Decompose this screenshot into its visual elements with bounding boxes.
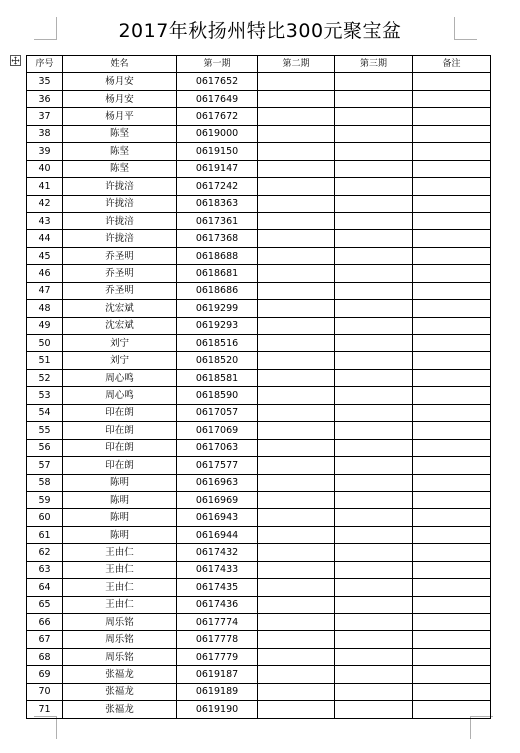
period-2-cell — [258, 335, 335, 352]
table-row — [27, 265, 491, 282]
period-2-cell — [258, 491, 335, 508]
period-2-cell — [258, 422, 335, 439]
seq-cell: 39 — [27, 143, 63, 160]
seq-cell: 37 — [27, 108, 63, 125]
seq-cell: 49 — [27, 317, 63, 334]
remarks-cell — [413, 387, 491, 404]
table-row — [27, 108, 491, 125]
seq-cell: 47 — [27, 282, 63, 299]
name-cell: 许拢涪 — [63, 212, 177, 229]
seq-cell: 40 — [27, 160, 63, 177]
period-1-cell: 0619293 — [177, 317, 258, 334]
name-cell: 张福龙 — [63, 701, 177, 718]
remarks-cell — [413, 369, 491, 386]
seq-cell: 45 — [27, 247, 63, 264]
period-3-cell — [335, 317, 413, 334]
period-1-cell: 0618686 — [177, 282, 258, 299]
period-2-cell — [258, 526, 335, 543]
period-2-cell — [258, 195, 335, 212]
table-row — [27, 178, 491, 195]
remarks-cell — [413, 73, 491, 90]
seq-cell: 53 — [27, 387, 63, 404]
seq-cell: 60 — [27, 509, 63, 526]
seq-cell: 65 — [27, 596, 63, 613]
period-2-cell — [258, 265, 335, 282]
name-cell: 刘宁 — [63, 335, 177, 352]
remarks-cell — [413, 561, 491, 578]
remarks-cell — [413, 195, 491, 212]
period-3-cell — [335, 335, 413, 352]
remarks-cell — [413, 631, 491, 648]
period-3-cell — [335, 579, 413, 596]
name-cell: 印在朗 — [63, 422, 177, 439]
header-period-3: 第三期 — [335, 56, 413, 73]
period-2-cell — [258, 352, 335, 369]
period-2-cell — [258, 160, 335, 177]
period-2-cell — [258, 457, 335, 474]
period-1-cell: 0617672 — [177, 108, 258, 125]
period-2-cell — [258, 212, 335, 229]
period-1-cell: 0617368 — [177, 230, 258, 247]
margin-mark-bottom-left — [34, 716, 57, 739]
table-row — [27, 579, 491, 596]
seq-cell: 63 — [27, 561, 63, 578]
period-2-cell — [258, 369, 335, 386]
name-cell: 陈明 — [63, 526, 177, 543]
seq-cell: 44 — [27, 230, 63, 247]
period-2-cell — [258, 90, 335, 107]
period-3-cell — [335, 631, 413, 648]
remarks-cell — [413, 596, 491, 613]
name-cell: 陈明 — [63, 474, 177, 491]
period-2-cell — [258, 631, 335, 648]
period-3-cell — [335, 404, 413, 421]
period-2-cell — [258, 108, 335, 125]
name-cell: 陈坚 — [63, 125, 177, 142]
period-1-cell: 0617649 — [177, 90, 258, 107]
period-3-cell — [335, 457, 413, 474]
table-row — [27, 90, 491, 107]
remarks-cell — [413, 683, 491, 700]
seq-cell: 43 — [27, 212, 63, 229]
period-1-cell: 0619150 — [177, 143, 258, 160]
page-title: 2017年秋扬州特比300元聚宝盆 — [118, 20, 402, 42]
period-2-cell — [258, 300, 335, 317]
period-3-cell — [335, 265, 413, 282]
header-seq: 序号 — [27, 56, 63, 73]
remarks-cell — [413, 160, 491, 177]
table-row — [27, 195, 491, 212]
name-cell: 陈明 — [63, 491, 177, 508]
seq-cell: 51 — [27, 352, 63, 369]
remarks-cell — [413, 474, 491, 491]
seq-cell: 46 — [27, 265, 63, 282]
period-2-cell — [258, 387, 335, 404]
name-cell: 王由仁 — [63, 579, 177, 596]
period-3-cell — [335, 212, 413, 229]
name-cell: 乔圣明 — [63, 282, 177, 299]
period-3-cell — [335, 143, 413, 160]
remarks-cell — [413, 265, 491, 282]
period-2-cell — [258, 579, 335, 596]
table-row — [27, 648, 491, 665]
table-row — [27, 335, 491, 352]
period-3-cell — [335, 178, 413, 195]
seq-cell: 66 — [27, 614, 63, 631]
name-cell: 印在朗 — [63, 457, 177, 474]
period-1-cell: 0619147 — [177, 160, 258, 177]
period-2-cell — [258, 178, 335, 195]
name-cell: 陈明 — [63, 509, 177, 526]
seq-cell: 38 — [27, 125, 63, 142]
remarks-cell — [413, 526, 491, 543]
seq-cell: 56 — [27, 439, 63, 456]
period-3-cell — [335, 247, 413, 264]
margin-mark-top-right — [454, 17, 477, 40]
period-3-cell — [335, 300, 413, 317]
period-3-cell — [335, 160, 413, 177]
period-3-cell — [335, 439, 413, 456]
period-3-cell — [335, 387, 413, 404]
table-row — [27, 491, 491, 508]
remarks-cell — [413, 666, 491, 683]
name-cell: 张福龙 — [63, 683, 177, 700]
period-3-cell — [335, 282, 413, 299]
period-3-cell — [335, 544, 413, 561]
name-cell: 周乐铭 — [63, 614, 177, 631]
remarks-cell — [413, 125, 491, 142]
period-1-cell: 0617774 — [177, 614, 258, 631]
period-1-cell: 0617361 — [177, 212, 258, 229]
table-row — [27, 143, 491, 160]
seq-cell: 42 — [27, 195, 63, 212]
table-row — [27, 317, 491, 334]
period-1-cell: 0617242 — [177, 178, 258, 195]
period-1-cell: 0617577 — [177, 457, 258, 474]
seq-cell: 41 — [27, 178, 63, 195]
period-2-cell — [258, 648, 335, 665]
table-row — [27, 247, 491, 264]
name-cell: 王由仁 — [63, 544, 177, 561]
name-cell: 印在朗 — [63, 404, 177, 421]
seq-cell: 36 — [27, 90, 63, 107]
period-3-cell — [335, 648, 413, 665]
seq-cell: 67 — [27, 631, 63, 648]
table-row — [27, 230, 491, 247]
period-1-cell: 0618688 — [177, 247, 258, 264]
name-cell: 许拢涪 — [63, 195, 177, 212]
remarks-cell — [413, 648, 491, 665]
remarks-cell — [413, 230, 491, 247]
period-3-cell — [335, 352, 413, 369]
remarks-cell — [413, 212, 491, 229]
seq-cell: 61 — [27, 526, 63, 543]
period-2-cell — [258, 701, 335, 718]
remarks-cell — [413, 509, 491, 526]
table-row — [27, 526, 491, 543]
period-3-cell — [335, 108, 413, 125]
period-3-cell — [335, 526, 413, 543]
period-1-cell: 0617433 — [177, 561, 258, 578]
seq-cell: 55 — [27, 422, 63, 439]
period-2-cell — [258, 561, 335, 578]
period-1-cell: 0618581 — [177, 369, 258, 386]
table-row — [27, 352, 491, 369]
roster-table — [26, 55, 491, 719]
period-3-cell — [335, 422, 413, 439]
period-3-cell — [335, 491, 413, 508]
period-1-cell: 0617652 — [177, 73, 258, 90]
period-3-cell — [335, 683, 413, 700]
table-row — [27, 282, 491, 299]
remarks-cell — [413, 439, 491, 456]
table-row — [27, 457, 491, 474]
period-1-cell: 0617057 — [177, 404, 258, 421]
period-2-cell — [258, 125, 335, 142]
period-2-cell — [258, 544, 335, 561]
name-cell: 王由仁 — [63, 596, 177, 613]
period-1-cell: 0617432 — [177, 544, 258, 561]
table-row — [27, 387, 491, 404]
period-1-cell: 0616943 — [177, 509, 258, 526]
remarks-cell — [413, 317, 491, 334]
table-row — [27, 212, 491, 229]
period-1-cell: 0619000 — [177, 125, 258, 142]
name-cell: 陈坚 — [63, 160, 177, 177]
period-1-cell: 0616944 — [177, 526, 258, 543]
remarks-cell — [413, 178, 491, 195]
table-row — [27, 300, 491, 317]
name-cell: 杨月平 — [63, 108, 177, 125]
period-1-cell: 0617779 — [177, 648, 258, 665]
table-row — [27, 561, 491, 578]
period-2-cell — [258, 404, 335, 421]
name-cell: 乔圣明 — [63, 265, 177, 282]
name-cell: 陈坚 — [63, 143, 177, 160]
period-1-cell: 0619187 — [177, 666, 258, 683]
remarks-cell — [413, 701, 491, 718]
name-cell: 周心鸣 — [63, 369, 177, 386]
period-3-cell — [335, 561, 413, 578]
seq-cell: 52 — [27, 369, 63, 386]
name-cell: 张福龙 — [63, 666, 177, 683]
remarks-cell — [413, 457, 491, 474]
seq-cell: 59 — [27, 491, 63, 508]
seq-cell: 48 — [27, 300, 63, 317]
period-1-cell: 0619299 — [177, 300, 258, 317]
period-2-cell — [258, 317, 335, 334]
name-cell: 周心鸣 — [63, 387, 177, 404]
seq-cell: 57 — [27, 457, 63, 474]
seq-cell: 50 — [27, 335, 63, 352]
remarks-cell — [413, 335, 491, 352]
name-cell: 杨月安 — [63, 90, 177, 107]
period-1-cell: 0618520 — [177, 352, 258, 369]
period-2-cell — [258, 439, 335, 456]
margin-mark-top-left — [34, 17, 57, 40]
margin-mark-bottom-right — [470, 716, 493, 739]
table-move-handle-icon[interactable] — [10, 55, 21, 66]
period-2-cell — [258, 247, 335, 264]
period-2-cell — [258, 282, 335, 299]
name-cell: 周乐铭 — [63, 631, 177, 648]
name-cell: 周乐铭 — [63, 648, 177, 665]
name-cell: 沈宏斌 — [63, 300, 177, 317]
period-3-cell — [335, 369, 413, 386]
table-row — [27, 369, 491, 386]
remarks-cell — [413, 108, 491, 125]
remarks-cell — [413, 282, 491, 299]
period-3-cell — [335, 230, 413, 247]
period-3-cell — [335, 509, 413, 526]
header-period-1: 第一期 — [177, 56, 258, 73]
period-1-cell: 0618516 — [177, 335, 258, 352]
period-2-cell — [258, 73, 335, 90]
table-row — [27, 73, 491, 90]
period-3-cell — [335, 90, 413, 107]
period-1-cell: 0618681 — [177, 265, 258, 282]
name-cell: 王由仁 — [63, 561, 177, 578]
period-2-cell — [258, 143, 335, 160]
name-cell: 刘宁 — [63, 352, 177, 369]
table-row — [27, 701, 491, 718]
period-1-cell: 0617435 — [177, 579, 258, 596]
seq-cell: 64 — [27, 579, 63, 596]
remarks-cell — [413, 300, 491, 317]
remarks-cell — [413, 491, 491, 508]
remarks-cell — [413, 544, 491, 561]
seq-cell: 35 — [27, 73, 63, 90]
period-1-cell: 0619189 — [177, 683, 258, 700]
seq-cell: 69 — [27, 666, 63, 683]
table-body — [27, 73, 491, 718]
name-cell: 印在朗 — [63, 439, 177, 456]
period-3-cell — [335, 125, 413, 142]
period-1-cell: 0616963 — [177, 474, 258, 491]
seq-cell: 62 — [27, 544, 63, 561]
table-row — [27, 474, 491, 491]
period-1-cell: 0616969 — [177, 491, 258, 508]
table-row — [27, 404, 491, 421]
table-row — [27, 509, 491, 526]
header-period-2: 第二期 — [258, 56, 335, 73]
seq-cell: 71 — [27, 701, 63, 718]
table-row — [27, 614, 491, 631]
table-row — [27, 596, 491, 613]
table-row — [27, 422, 491, 439]
header-name: 姓名 — [63, 56, 177, 73]
period-2-cell — [258, 614, 335, 631]
period-2-cell — [258, 596, 335, 613]
remarks-cell — [413, 90, 491, 107]
period-3-cell — [335, 701, 413, 718]
period-3-cell — [335, 474, 413, 491]
table-row — [27, 125, 491, 142]
period-3-cell — [335, 73, 413, 90]
table-row — [27, 631, 491, 648]
remarks-cell — [413, 614, 491, 631]
move-arrows-icon — [11, 56, 20, 65]
period-1-cell: 0617436 — [177, 596, 258, 613]
period-1-cell: 0618590 — [177, 387, 258, 404]
name-cell: 沈宏斌 — [63, 317, 177, 334]
period-3-cell — [335, 614, 413, 631]
period-3-cell — [335, 195, 413, 212]
remarks-cell — [413, 247, 491, 264]
name-cell: 乔圣明 — [63, 247, 177, 264]
remarks-cell — [413, 422, 491, 439]
table-row — [27, 160, 491, 177]
period-1-cell: 0619190 — [177, 701, 258, 718]
table-row — [27, 544, 491, 561]
seq-cell: 58 — [27, 474, 63, 491]
name-cell: 许拢涪 — [63, 178, 177, 195]
period-2-cell — [258, 683, 335, 700]
remarks-cell — [413, 143, 491, 160]
remarks-cell — [413, 579, 491, 596]
table-row — [27, 666, 491, 683]
table-header-row — [27, 56, 491, 73]
table-row — [27, 439, 491, 456]
name-cell: 许拢涪 — [63, 230, 177, 247]
remarks-cell — [413, 404, 491, 421]
seq-cell: 68 — [27, 648, 63, 665]
seq-cell: 70 — [27, 683, 63, 700]
period-2-cell — [258, 230, 335, 247]
period-2-cell — [258, 509, 335, 526]
period-1-cell: 0617069 — [177, 422, 258, 439]
period-1-cell: 0618363 — [177, 195, 258, 212]
period-3-cell — [335, 666, 413, 683]
period-2-cell — [258, 474, 335, 491]
name-cell: 杨月安 — [63, 73, 177, 90]
period-2-cell — [258, 666, 335, 683]
period-1-cell: 0617063 — [177, 439, 258, 456]
period-1-cell: 0617778 — [177, 631, 258, 648]
seq-cell: 54 — [27, 404, 63, 421]
table-row — [27, 683, 491, 700]
period-3-cell — [335, 596, 413, 613]
remarks-cell — [413, 352, 491, 369]
header-remarks: 备注 — [413, 56, 491, 73]
